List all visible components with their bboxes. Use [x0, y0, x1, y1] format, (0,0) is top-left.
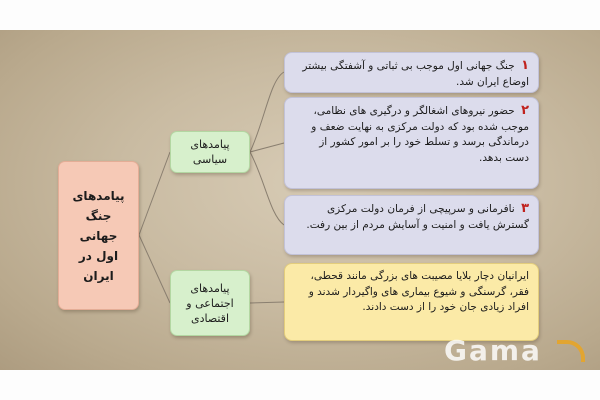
card-number: ۳	[521, 201, 529, 216]
connector-political-card1	[250, 72, 284, 152]
watermark-text: Gama	[444, 334, 542, 367]
consequence-card-1	[284, 52, 539, 93]
card-text: جنگ جهانی اول موجب بی ثباتی و آشفتگی بیشتر اوضاع ایران شد.	[302, 60, 529, 88]
category-social-economic	[170, 270, 250, 336]
card-text: نافرمانی و سرپیچی از فرمان دولت مرکزی گسترش یافت و امنیت و آسایش مردم از بین رفت.	[306, 203, 529, 231]
consequence-card-2	[284, 97, 539, 189]
root-label-line2: جنگ جهانی	[79, 208, 118, 243]
connector-social-card4	[250, 302, 284, 303]
connector-root-social	[139, 235, 170, 303]
category-label-line2: سیاسی	[192, 153, 228, 166]
root-label-line3: اول در ایران	[78, 248, 119, 283]
card-number: ۱	[521, 58, 529, 73]
connector-political-card2	[250, 143, 284, 152]
card-text: حضور نیروهای اشغالگر و درگیری های نظامی، موجب شده بود که دولت مرکزی به نهایت ضعف و درماندگی برسد و تسلط خود را بر امور کشور از دست بدهد.	[311, 105, 529, 164]
connector-political-card3	[250, 152, 284, 225]
connector-root-political	[139, 152, 170, 235]
root-label-line1: پیامدهای	[72, 188, 125, 203]
category-label-line2: اجتماعی و	[186, 296, 234, 310]
category-political	[170, 131, 250, 173]
category-label-line3: اقتصادی	[190, 311, 230, 325]
card-number: ۲	[521, 103, 529, 118]
card-text: ایرانیان دچار بلایا مصیبت های بزرگی مانند قحطی، فقر، گرسنگی و شیوع بیماری های واگیردار شدند و افراد زیادی جان خود را از دست دادند.	[308, 270, 529, 313]
category-label-line1: پیامدهای	[190, 281, 230, 295]
consequence-card-4	[284, 263, 539, 341]
consequence-card-3	[284, 195, 539, 255]
category-label-line1: پیامدهای	[190, 138, 230, 151]
bottom-margin	[0, 370, 600, 400]
root-node	[58, 161, 139, 310]
